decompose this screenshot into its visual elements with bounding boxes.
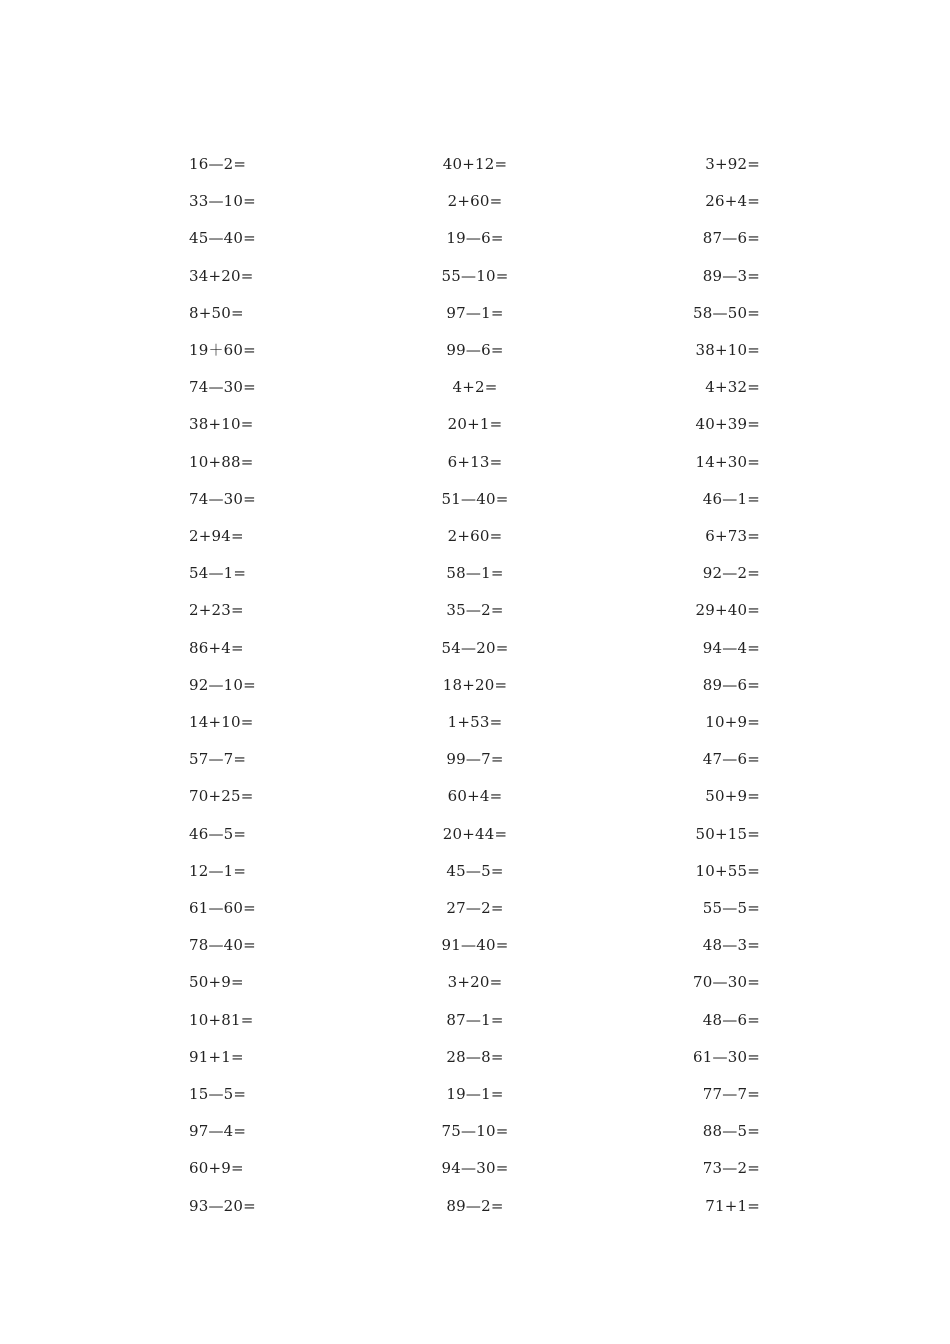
math-problem: 57—7= xyxy=(189,750,247,769)
problem-row xyxy=(0,598,950,622)
math-problem: 87—1= xyxy=(446,1010,504,1029)
problem-row xyxy=(0,784,950,808)
math-problem: 20+44= xyxy=(442,824,508,843)
math-problem: 46—1= xyxy=(702,489,760,508)
problem-row xyxy=(0,1082,950,1106)
problem-row xyxy=(0,1008,950,1032)
math-problem: 89—6= xyxy=(702,675,760,694)
math-problem: 29+40= xyxy=(695,601,760,620)
math-problem: 89—2= xyxy=(446,1196,504,1215)
problem-row xyxy=(0,264,950,288)
math-problem: 2+60= xyxy=(447,192,503,211)
math-problem: 2+60= xyxy=(447,527,503,545)
problem-row xyxy=(0,896,950,920)
math-problem: 33—10= xyxy=(189,192,256,211)
math-problem: 92—10= xyxy=(189,675,256,694)
math-problem: 47—6= xyxy=(702,750,760,769)
math-problem: 94—4= xyxy=(702,638,760,657)
math-problem: 14+30= xyxy=(695,452,760,471)
problem-row xyxy=(0,375,950,399)
math-problem: 35—2= xyxy=(446,601,504,620)
problem-row xyxy=(0,412,950,436)
math-problem: 45—40= xyxy=(189,229,256,248)
math-problem: 86+4= xyxy=(189,638,244,657)
math-problem: 75—10= xyxy=(441,1122,509,1141)
math-problem: 26+4= xyxy=(705,192,760,211)
problem-row xyxy=(0,152,950,176)
math-problem: 58—50= xyxy=(693,303,760,322)
math-problem: 48—6= xyxy=(702,1010,760,1029)
problem-row xyxy=(0,226,950,250)
math-problem: 97—4= xyxy=(189,1122,247,1141)
math-problem: 12—1= xyxy=(189,861,247,880)
math-problem: 73—2= xyxy=(702,1159,760,1178)
math-problem: 14+10= xyxy=(189,713,254,731)
problem-row xyxy=(0,859,950,883)
math-problem: 4+2= xyxy=(452,378,498,397)
math-problem: 38+10= xyxy=(695,341,760,359)
math-problem: 58—1= xyxy=(446,564,504,583)
math-problem: 28—8= xyxy=(446,1047,504,1066)
math-problem: 99—7= xyxy=(446,750,504,769)
math-problem: 71+1= xyxy=(705,1196,760,1215)
math-problem: 60+4= xyxy=(447,787,503,806)
math-problem: 97—1= xyxy=(446,303,504,322)
problem-row xyxy=(0,636,950,660)
math-problem: 6+13= xyxy=(447,452,503,471)
math-problem: 88—5= xyxy=(702,1122,760,1141)
problem-row xyxy=(0,189,950,213)
math-problem: 54—1= xyxy=(189,564,247,583)
problem-row xyxy=(0,524,950,548)
problem-row xyxy=(0,301,950,325)
problem-row xyxy=(0,710,950,734)
math-problem: 2+94= xyxy=(189,527,244,545)
math-problem: 61—60= xyxy=(189,899,256,917)
math-problem: 10+88= xyxy=(189,452,254,471)
math-problem: 8+50= xyxy=(189,303,244,322)
math-problem: 34+20= xyxy=(189,266,254,285)
math-problem: 40+39= xyxy=(695,415,760,434)
math-problem: 10+9= xyxy=(705,713,760,731)
math-problem: 19—1= xyxy=(446,1085,504,1103)
math-problem: 87—6= xyxy=(702,229,760,248)
math-problem: 15—5= xyxy=(189,1085,247,1103)
math-problem: 78—40= xyxy=(189,936,256,955)
math-problem: 91—40= xyxy=(441,936,509,955)
problem-row xyxy=(0,1156,950,1180)
math-problem: 50+9= xyxy=(189,973,244,992)
math-problem: 16—2= xyxy=(189,155,247,173)
math-problem: 61—30= xyxy=(693,1047,760,1066)
problem-row xyxy=(0,1045,950,1069)
math-problem: 48—3= xyxy=(702,936,760,955)
math-problem: 50+15= xyxy=(695,824,760,843)
problem-row xyxy=(0,747,950,771)
math-problem: 74—30= xyxy=(189,489,256,508)
math-problem: 19＋60= xyxy=(189,341,256,359)
math-problem: 40+12= xyxy=(442,155,508,173)
math-problem: 94—30= xyxy=(441,1159,509,1178)
math-problem: 92—2= xyxy=(702,564,760,583)
problem-row xyxy=(0,822,950,846)
math-problem: 3+20= xyxy=(447,973,503,992)
problem-row xyxy=(0,673,950,697)
math-problem: 10+81= xyxy=(189,1010,254,1029)
math-problem: 46—5= xyxy=(189,824,247,843)
problem-row xyxy=(0,487,950,511)
math-problem: 3+92= xyxy=(705,155,760,173)
math-problem: 70+25= xyxy=(189,787,254,806)
math-problem: 99—6= xyxy=(446,341,504,359)
problem-row xyxy=(0,450,950,474)
math-problem: 4+32= xyxy=(705,378,760,397)
math-problem: 77—7= xyxy=(702,1085,760,1103)
math-problem: 38+10= xyxy=(189,415,254,434)
math-problem: 55—5= xyxy=(702,899,760,917)
math-problem: 55—10= xyxy=(441,266,509,285)
math-problem: 10+55= xyxy=(695,861,760,880)
math-problem: 93—20= xyxy=(189,1196,256,1215)
problem-row xyxy=(0,561,950,585)
math-problem: 45—5= xyxy=(446,861,504,880)
problem-row xyxy=(0,1119,950,1143)
math-problem: 50+9= xyxy=(705,787,760,806)
math-problem: 54—20= xyxy=(441,638,509,657)
math-problem: 89—3= xyxy=(702,266,760,285)
math-problem: 1+53= xyxy=(447,713,503,731)
math-problem: 51—40= xyxy=(441,489,509,508)
problem-row xyxy=(0,1194,950,1218)
math-problem: 2+23= xyxy=(189,601,244,620)
problem-row xyxy=(0,338,950,362)
math-problem: 74—30= xyxy=(189,378,256,397)
math-problem: 6+73= xyxy=(705,527,760,545)
math-problem: 70—30= xyxy=(693,973,760,992)
math-problem: 91+1= xyxy=(189,1047,244,1066)
math-problem: 19—6= xyxy=(446,229,504,248)
math-problem: 18+20= xyxy=(442,675,508,694)
math-problem: 20+1= xyxy=(447,415,503,434)
math-problem: 60+9= xyxy=(189,1159,244,1178)
problem-row xyxy=(0,970,950,994)
math-problem: 27—2= xyxy=(446,899,504,917)
problem-row xyxy=(0,933,950,957)
